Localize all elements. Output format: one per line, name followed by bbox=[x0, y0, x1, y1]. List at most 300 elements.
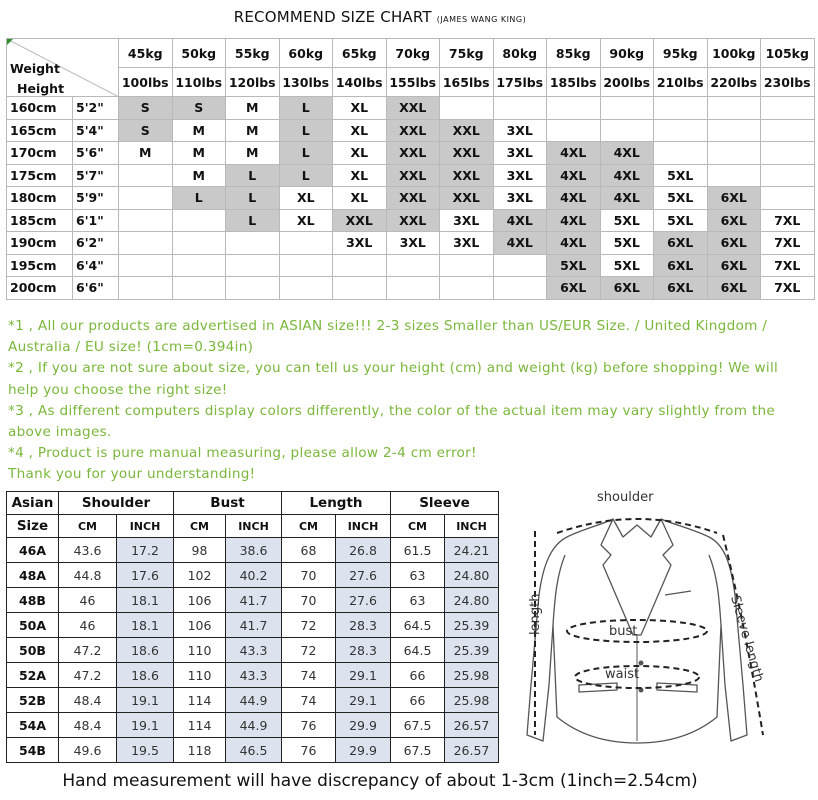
asian-size-cell: 48B bbox=[7, 588, 59, 613]
size-cell: XXL bbox=[440, 164, 494, 187]
size-cell: XL bbox=[279, 187, 333, 210]
height-cm-cell: 195cm bbox=[7, 254, 73, 277]
weight-kg-header: 75kg bbox=[440, 39, 494, 68]
size-chart-row bbox=[7, 187, 815, 210]
cm-value-cell: 44.8 bbox=[59, 563, 117, 588]
size-cell: 4XL bbox=[600, 187, 654, 210]
cm-value-cell: 74 bbox=[282, 688, 336, 713]
size-cell: M bbox=[172, 119, 226, 142]
size-cell bbox=[333, 277, 387, 300]
size-cell bbox=[547, 119, 601, 142]
height-ft-cell: 5'7" bbox=[73, 164, 119, 187]
size-cell: M bbox=[172, 164, 226, 187]
cm-value-cell: 49.6 bbox=[59, 738, 117, 763]
inch-value-cell: 27.6 bbox=[336, 588, 391, 613]
size-cell bbox=[493, 97, 547, 120]
size-chart-row bbox=[7, 277, 815, 300]
corner-cell bbox=[7, 39, 119, 97]
size-cell: XXL bbox=[333, 209, 387, 232]
size-cell: 5XL bbox=[600, 254, 654, 277]
size-cell: 3XL bbox=[440, 232, 494, 255]
size-chart-row bbox=[7, 164, 815, 187]
cm-value-cell: 46 bbox=[59, 613, 117, 638]
weight-lbs-header: 100lbs bbox=[119, 68, 173, 97]
size-cell: S bbox=[119, 119, 173, 142]
inch-value-cell: 17.2 bbox=[117, 538, 174, 563]
unit-cm-header: CM bbox=[282, 515, 336, 538]
size-cell: 4XL bbox=[547, 187, 601, 210]
height-cm-cell: 170cm bbox=[7, 142, 73, 165]
chart-title bbox=[0, 8, 760, 26]
size-cell bbox=[654, 97, 708, 120]
inch-value-cell: 19.1 bbox=[117, 713, 174, 738]
inch-value-cell: 43.3 bbox=[226, 663, 282, 688]
size-cell: 4XL bbox=[493, 232, 547, 255]
size-cell: L bbox=[279, 142, 333, 165]
note-4: *4 , Product is pure manual measuring, please allow 2-4 cm error! bbox=[8, 445, 477, 462]
inch-value-cell: 44.9 bbox=[226, 713, 282, 738]
size-chart-row bbox=[7, 254, 815, 277]
height-ft-cell: 6'4" bbox=[73, 254, 119, 277]
size-cell bbox=[119, 232, 173, 255]
size-cell: 3XL bbox=[333, 232, 387, 255]
size-header: Size bbox=[7, 515, 59, 538]
size-cell bbox=[172, 209, 226, 232]
weight-kg-header: 85kg bbox=[547, 39, 601, 68]
size-cell: XL bbox=[333, 142, 387, 165]
cm-value-cell: 64.5 bbox=[391, 638, 445, 663]
asian-size-cell: 52A bbox=[7, 663, 59, 688]
size-cell bbox=[654, 142, 708, 165]
height-ft-cell: 6'6" bbox=[73, 277, 119, 300]
size-cell bbox=[279, 277, 333, 300]
size-cell: S bbox=[119, 97, 173, 120]
inch-value-cell: 26.57 bbox=[445, 738, 499, 763]
size-cell: 3XL bbox=[493, 187, 547, 210]
size-cell: XXL bbox=[386, 209, 440, 232]
unit-inch-header: INCH bbox=[117, 515, 174, 538]
weight-lbs-header: 120lbs bbox=[226, 68, 280, 97]
footer-note: Hand measurement will have discrepancy of about 1-3cm (1inch=2.54cm) bbox=[62, 771, 698, 791]
cm-value-cell: 114 bbox=[174, 688, 226, 713]
inch-value-cell: 29.9 bbox=[336, 738, 391, 763]
cm-value-cell: 76 bbox=[282, 738, 336, 763]
cm-value-cell: 110 bbox=[174, 638, 226, 663]
size-cell: XL bbox=[333, 97, 387, 120]
cm-value-cell: 110 bbox=[174, 663, 226, 688]
inch-value-cell: 26.57 bbox=[445, 713, 499, 738]
inch-value-cell: 24.80 bbox=[445, 563, 499, 588]
inch-value-cell: 24.80 bbox=[445, 588, 499, 613]
weight-kg-header: 50kg bbox=[172, 39, 226, 68]
cm-value-cell: 106 bbox=[174, 613, 226, 638]
inch-value-cell: 28.3 bbox=[336, 638, 391, 663]
asian-size-cell: 46A bbox=[7, 538, 59, 563]
weight-kg-header: 90kg bbox=[600, 39, 654, 68]
note-1: *1 , All our products are advertised in ASIAN size!!! 2-3 sizes Smaller than US/EUR Size. / United Kingdom / Australia / EU size! (1cm=0.394in) bbox=[8, 318, 768, 356]
size-cell: M bbox=[226, 142, 280, 165]
size-cell: 7XL bbox=[761, 209, 815, 232]
size-cell bbox=[386, 277, 440, 300]
size-cell bbox=[119, 209, 173, 232]
size-cell: 6XL bbox=[707, 254, 761, 277]
size-cell: XXL bbox=[440, 142, 494, 165]
size-cell bbox=[761, 97, 815, 120]
measure-group-header: Shoulder bbox=[59, 492, 174, 515]
inch-value-cell: 40.2 bbox=[226, 563, 282, 588]
size-cell: 4XL bbox=[600, 164, 654, 187]
size-cell: XXL bbox=[440, 119, 494, 142]
note-2: *2 , If you are not sure about size, you can tell us your height (cm) and weight (kg) before shopping! We will help you choose the right size! bbox=[8, 360, 779, 398]
size-cell: L bbox=[279, 119, 333, 142]
size-cell: XXL bbox=[386, 97, 440, 120]
size-cell: L bbox=[172, 187, 226, 210]
cm-value-cell: 63 bbox=[391, 563, 445, 588]
size-cell bbox=[493, 277, 547, 300]
cm-value-cell: 70 bbox=[282, 588, 336, 613]
inch-value-cell: 24.21 bbox=[445, 538, 499, 563]
size-cell: 5XL bbox=[654, 187, 708, 210]
size-cell: XL bbox=[333, 119, 387, 142]
cm-value-cell: 70 bbox=[282, 563, 336, 588]
size-cell: XL bbox=[333, 164, 387, 187]
inch-value-cell: 27.6 bbox=[336, 563, 391, 588]
notes-section bbox=[8, 316, 813, 486]
size-cell: XL bbox=[279, 209, 333, 232]
height-ft-cell: 6'1" bbox=[73, 209, 119, 232]
measure-unit-row bbox=[7, 515, 499, 538]
size-cell bbox=[707, 97, 761, 120]
inch-value-cell: 17.6 bbox=[117, 563, 174, 588]
size-cell: 4XL bbox=[547, 232, 601, 255]
height-ft-cell: 5'2" bbox=[73, 97, 119, 120]
cm-value-cell: 47.2 bbox=[59, 638, 117, 663]
cm-value-cell: 106 bbox=[174, 588, 226, 613]
size-cell bbox=[333, 254, 387, 277]
size-cell: 3XL bbox=[493, 164, 547, 187]
inch-value-cell: 29.1 bbox=[336, 663, 391, 688]
size-cell bbox=[172, 232, 226, 255]
sleeve-length-label: Sleeve length bbox=[727, 593, 767, 684]
size-cell: 4XL bbox=[493, 209, 547, 232]
size-cell bbox=[119, 254, 173, 277]
size-cell bbox=[761, 119, 815, 142]
jacket-button-1 bbox=[639, 661, 644, 666]
size-cell: 7XL bbox=[761, 277, 815, 300]
size-cell bbox=[761, 164, 815, 187]
measure-row bbox=[7, 688, 499, 713]
height-ft-cell: 5'4" bbox=[73, 119, 119, 142]
size-cell bbox=[654, 119, 708, 142]
inch-value-cell: 44.9 bbox=[226, 688, 282, 713]
cm-value-cell: 67.5 bbox=[391, 713, 445, 738]
weight-lbs-header: 185lbs bbox=[547, 68, 601, 97]
unit-inch-header: INCH bbox=[226, 515, 282, 538]
weight-lbs-header: 200lbs bbox=[600, 68, 654, 97]
height-cm-cell: 175cm bbox=[7, 164, 73, 187]
inch-value-cell: 29.1 bbox=[336, 688, 391, 713]
size-cell: M bbox=[226, 97, 280, 120]
inch-value-cell: 18.1 bbox=[117, 588, 174, 613]
size-cell bbox=[226, 232, 280, 255]
height-cm-cell: 190cm bbox=[7, 232, 73, 255]
measure-row bbox=[7, 663, 499, 688]
inch-value-cell: 25.39 bbox=[445, 613, 499, 638]
unit-cm-header: CM bbox=[391, 515, 445, 538]
size-cell: 6XL bbox=[654, 254, 708, 277]
weight-kg-header: 95kg bbox=[654, 39, 708, 68]
size-chart-row bbox=[7, 97, 815, 120]
inch-value-cell: 38.6 bbox=[226, 538, 282, 563]
size-cell bbox=[707, 142, 761, 165]
size-cell: 6XL bbox=[654, 277, 708, 300]
size-cell bbox=[761, 142, 815, 165]
size-cell: XXL bbox=[386, 142, 440, 165]
height-ft-cell: 6'2" bbox=[73, 232, 119, 255]
unit-cm-header: CM bbox=[59, 515, 117, 538]
size-cell: 3XL bbox=[440, 209, 494, 232]
weight-lbs-header: 210lbs bbox=[654, 68, 708, 97]
measure-row bbox=[7, 563, 499, 588]
weight-lbs-header: 110lbs bbox=[172, 68, 226, 97]
unit-inch-header: INCH bbox=[445, 515, 499, 538]
measure-row bbox=[7, 738, 499, 763]
size-cell bbox=[761, 187, 815, 210]
size-cell bbox=[226, 277, 280, 300]
size-cell: L bbox=[226, 209, 280, 232]
size-cell bbox=[600, 119, 654, 142]
size-cell bbox=[440, 97, 494, 120]
inch-value-cell: 18.1 bbox=[117, 613, 174, 638]
size-cell: 3XL bbox=[493, 119, 547, 142]
size-cell bbox=[119, 277, 173, 300]
measure-row bbox=[7, 538, 499, 563]
height-cm-cell: 160cm bbox=[7, 97, 73, 120]
cm-value-cell: 66 bbox=[391, 663, 445, 688]
size-cell bbox=[440, 254, 494, 277]
size-cell: L bbox=[279, 97, 333, 120]
size-cell: XXL bbox=[440, 187, 494, 210]
weight-kg-header: 60kg bbox=[279, 39, 333, 68]
size-cell bbox=[386, 254, 440, 277]
size-cell bbox=[119, 164, 173, 187]
cm-value-cell: 63 bbox=[391, 588, 445, 613]
size-cell: 6XL bbox=[654, 232, 708, 255]
size-cell: 3XL bbox=[386, 232, 440, 255]
size-cell: L bbox=[226, 187, 280, 210]
size-chart-row bbox=[7, 142, 815, 165]
inch-value-cell: 25.98 bbox=[445, 663, 499, 688]
asian-size-cell: 50A bbox=[7, 613, 59, 638]
size-cell: 4XL bbox=[547, 142, 601, 165]
size-cell bbox=[440, 277, 494, 300]
height-cm-cell: 200cm bbox=[7, 277, 73, 300]
size-cell: 7XL bbox=[761, 232, 815, 255]
size-chart-header-kg bbox=[7, 39, 815, 68]
inch-value-cell: 19.5 bbox=[117, 738, 174, 763]
size-cell: 4XL bbox=[547, 209, 601, 232]
size-cell bbox=[279, 232, 333, 255]
cm-value-cell: 67.5 bbox=[391, 738, 445, 763]
inch-value-cell: 18.6 bbox=[117, 663, 174, 688]
weight-lbs-header: 230lbs bbox=[761, 68, 815, 97]
measure-row bbox=[7, 638, 499, 663]
size-cell: 6XL bbox=[707, 277, 761, 300]
weight-kg-header: 100kg bbox=[707, 39, 761, 68]
size-cell: 6XL bbox=[707, 232, 761, 255]
inch-value-cell: 28.3 bbox=[336, 613, 391, 638]
cm-value-cell: 61.5 bbox=[391, 538, 445, 563]
size-cell bbox=[707, 164, 761, 187]
height-cm-cell: 185cm bbox=[7, 209, 73, 232]
cm-value-cell: 68 bbox=[282, 538, 336, 563]
size-chart-row bbox=[7, 209, 815, 232]
weight-kg-header: 105kg bbox=[761, 39, 815, 68]
cm-value-cell: 43.6 bbox=[59, 538, 117, 563]
length-label: length bbox=[528, 593, 543, 635]
weight-lbs-header: 155lbs bbox=[386, 68, 440, 97]
size-cell: 6XL bbox=[707, 187, 761, 210]
size-cell: XXL bbox=[386, 164, 440, 187]
corner-weight-label: Weight bbox=[10, 61, 60, 76]
inch-value-cell: 19.1 bbox=[117, 688, 174, 713]
size-cell: 5XL bbox=[654, 164, 708, 187]
cm-value-cell: 48.4 bbox=[59, 713, 117, 738]
inch-value-cell: 46.5 bbox=[226, 738, 282, 763]
size-cell bbox=[172, 277, 226, 300]
weight-kg-header: 45kg bbox=[119, 39, 173, 68]
size-cell: 4XL bbox=[600, 142, 654, 165]
inch-value-cell: 29.9 bbox=[336, 713, 391, 738]
weight-lbs-header: 140lbs bbox=[333, 68, 387, 97]
size-chart-row bbox=[7, 232, 815, 255]
size-cell bbox=[172, 254, 226, 277]
inch-value-cell: 41.7 bbox=[226, 588, 282, 613]
cm-value-cell: 72 bbox=[282, 638, 336, 663]
size-chart-table bbox=[6, 38, 815, 300]
size-cell: 5XL bbox=[654, 209, 708, 232]
size-cell: L bbox=[279, 164, 333, 187]
height-cm-cell: 180cm bbox=[7, 187, 73, 210]
size-cell: M bbox=[226, 119, 280, 142]
size-cell: M bbox=[119, 142, 173, 165]
asian-size-cell: 48A bbox=[7, 563, 59, 588]
size-cell: S bbox=[172, 97, 226, 120]
weight-kg-header: 65kg bbox=[333, 39, 387, 68]
waist-label: waist bbox=[605, 667, 640, 682]
jacket-diagram bbox=[505, 485, 770, 765]
size-cell bbox=[493, 254, 547, 277]
measure-row bbox=[7, 613, 499, 638]
height-ft-cell: 5'9" bbox=[73, 187, 119, 210]
measure-group-header: Bust bbox=[174, 492, 282, 515]
measure-row bbox=[7, 588, 499, 613]
height-cm-cell: 165cm bbox=[7, 119, 73, 142]
measure-row bbox=[7, 713, 499, 738]
weight-kg-header: 55kg bbox=[226, 39, 280, 68]
cm-value-cell: 72 bbox=[282, 613, 336, 638]
size-cell: 5XL bbox=[600, 232, 654, 255]
shoulder-label: shoulder bbox=[597, 490, 654, 505]
weight-lbs-header: 175lbs bbox=[493, 68, 547, 97]
asian-header: Asian bbox=[7, 492, 59, 515]
note-3: *3 , As different computers display colors differently, the color of the actual item may vary slightly from the above images. bbox=[8, 402, 776, 441]
inch-value-cell: 25.98 bbox=[445, 688, 499, 713]
inch-value-cell: 26.8 bbox=[336, 538, 391, 563]
size-cell: XXL bbox=[386, 119, 440, 142]
height-ft-cell: 5'6" bbox=[73, 142, 119, 165]
size-cell: 7XL bbox=[761, 254, 815, 277]
unit-cm-header: CM bbox=[174, 515, 226, 538]
chart-title-sub: (JAMES WANG KING) bbox=[436, 15, 527, 24]
size-cell: XXL bbox=[386, 187, 440, 210]
asian-size-cell: 52B bbox=[7, 688, 59, 713]
size-cell: 5XL bbox=[547, 254, 601, 277]
weight-kg-header: 80kg bbox=[493, 39, 547, 68]
size-cell bbox=[119, 187, 173, 210]
weight-lbs-header: 220lbs bbox=[707, 68, 761, 97]
cm-value-cell: 98 bbox=[174, 538, 226, 563]
inch-value-cell: 43.3 bbox=[226, 638, 282, 663]
size-cell bbox=[547, 97, 601, 120]
weight-kg-header: 70kg bbox=[386, 39, 440, 68]
size-cell: 4XL bbox=[547, 164, 601, 187]
cm-value-cell: 114 bbox=[174, 713, 226, 738]
size-cell: 6XL bbox=[600, 277, 654, 300]
measure-header-row bbox=[7, 492, 499, 515]
cm-value-cell: 48.4 bbox=[59, 688, 117, 713]
cm-value-cell: 118 bbox=[174, 738, 226, 763]
chart-title-main: RECOMMEND SIZE CHART bbox=[233, 8, 432, 26]
size-cell bbox=[226, 254, 280, 277]
asian-size-cell: 54A bbox=[7, 713, 59, 738]
inch-value-cell: 25.39 bbox=[445, 638, 499, 663]
inch-value-cell: 18.6 bbox=[117, 638, 174, 663]
size-cell: 5XL bbox=[600, 209, 654, 232]
cm-value-cell: 66 bbox=[391, 688, 445, 713]
size-cell: 6XL bbox=[707, 209, 761, 232]
size-cell: 3XL bbox=[493, 142, 547, 165]
bust-label: bust bbox=[609, 624, 638, 639]
weight-lbs-header: 130lbs bbox=[279, 68, 333, 97]
corner-height-label: Height bbox=[17, 81, 65, 96]
asian-size-cell: 54B bbox=[7, 738, 59, 763]
cm-value-cell: 64.5 bbox=[391, 613, 445, 638]
note-thanks: Thank you for your understanding! bbox=[8, 466, 256, 483]
measure-group-header: Length bbox=[282, 492, 391, 515]
inch-value-cell: 41.7 bbox=[226, 613, 282, 638]
size-cell: 6XL bbox=[547, 277, 601, 300]
measurement-table bbox=[6, 491, 499, 763]
size-cell bbox=[279, 254, 333, 277]
size-cell bbox=[707, 119, 761, 142]
measure-group-header: Sleeve bbox=[391, 492, 499, 515]
size-cell: XL bbox=[333, 187, 387, 210]
cm-value-cell: 76 bbox=[282, 713, 336, 738]
size-chart-row bbox=[7, 119, 815, 142]
unit-inch-header: INCH bbox=[336, 515, 391, 538]
cm-value-cell: 74 bbox=[282, 663, 336, 688]
size-cell bbox=[600, 97, 654, 120]
asian-size-cell: 50B bbox=[7, 638, 59, 663]
size-cell: M bbox=[172, 142, 226, 165]
cm-value-cell: 46 bbox=[59, 588, 117, 613]
cm-value-cell: 47.2 bbox=[59, 663, 117, 688]
cm-value-cell: 102 bbox=[174, 563, 226, 588]
size-cell: L bbox=[226, 164, 280, 187]
weight-lbs-header: 165lbs bbox=[440, 68, 494, 97]
size-chart-header-lbs bbox=[7, 68, 815, 97]
